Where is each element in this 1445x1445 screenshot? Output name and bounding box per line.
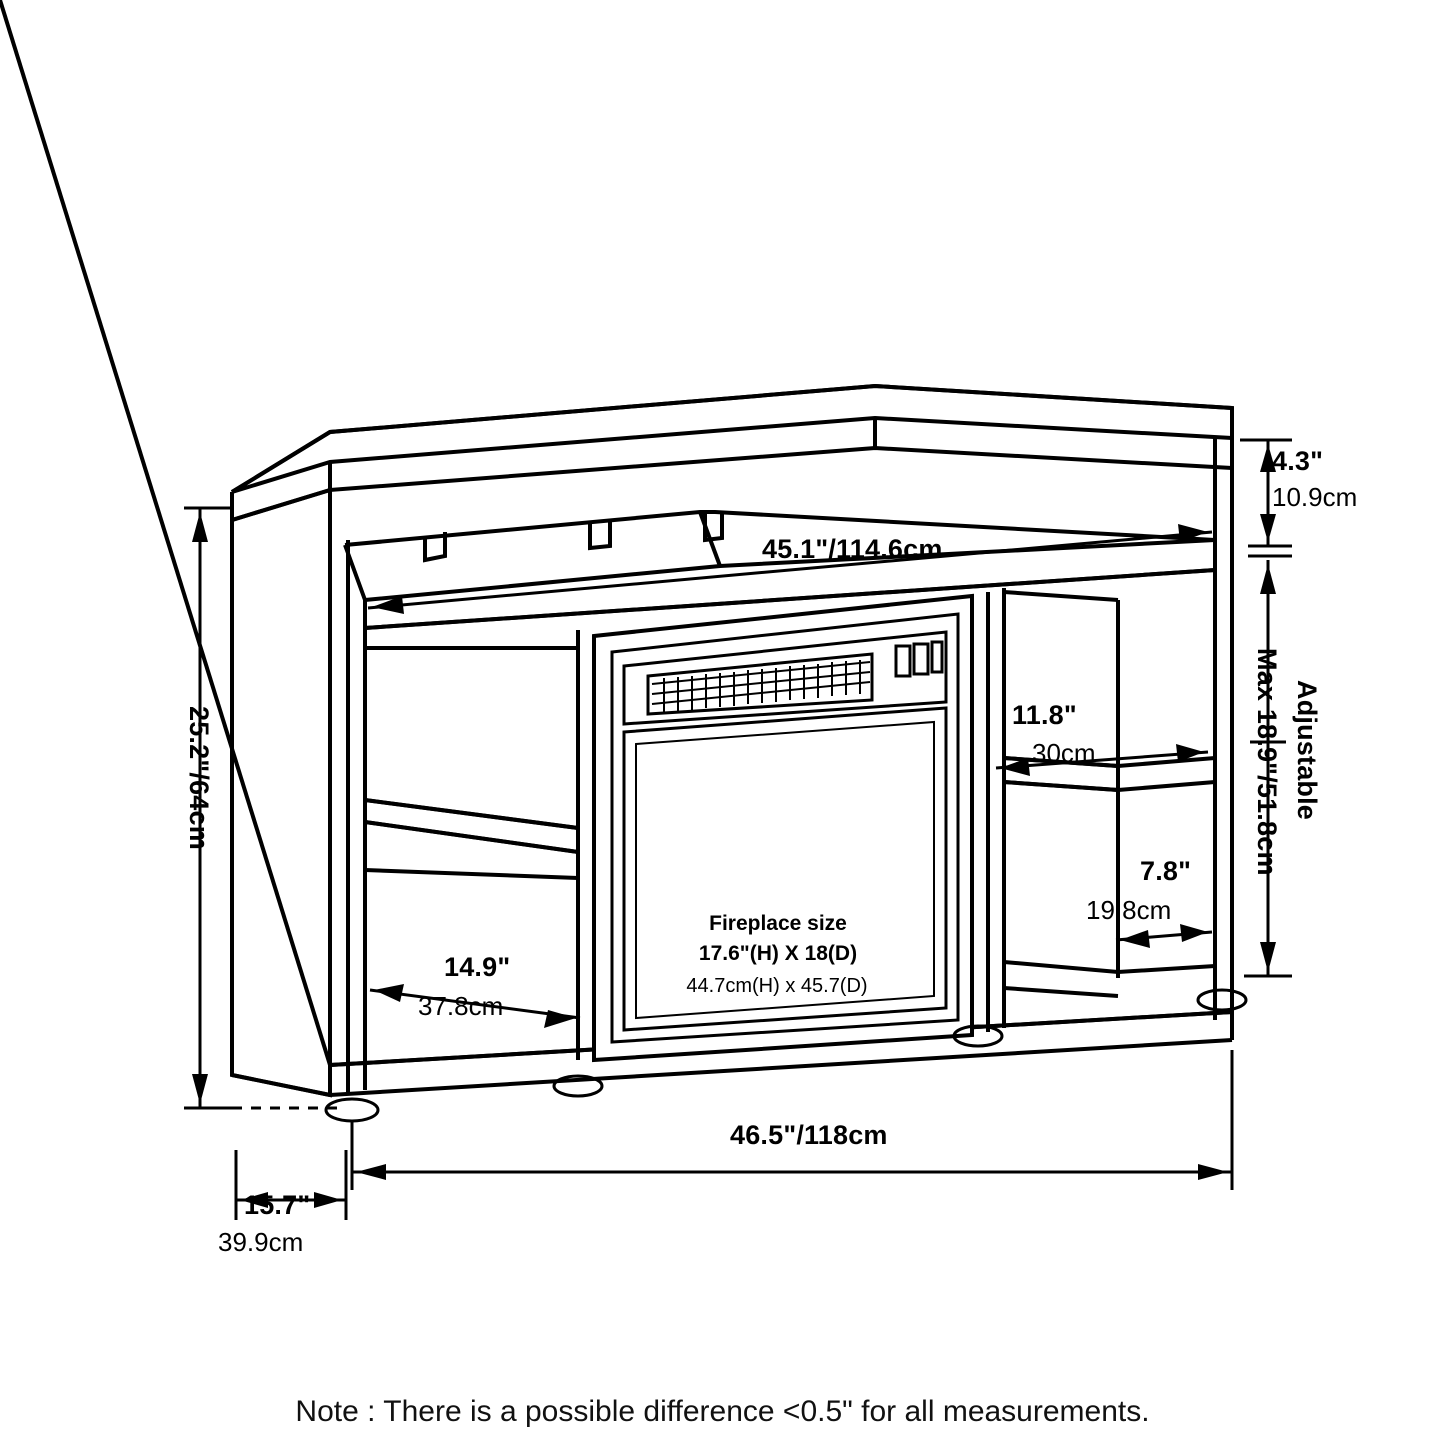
fireplace-size-metric: 44.7cm(H) x 45.7(D)	[686, 975, 868, 997]
right-compartment	[988, 588, 1215, 1032]
fireplace-size-imperial: 17.6"(H) X 18(D)	[698, 942, 858, 965]
dim-top-shelf-height-inch: 4.3"	[1272, 446, 1324, 476]
dim-overall-height: 25.2"/64cm	[184, 706, 214, 850]
dim-adjustable-label: Adjustable	[1292, 680, 1322, 821]
dim-adjustable-max: Max 18.9"/51.8cm	[1252, 648, 1282, 876]
dim-overall-depth-cm: 39.9cm	[218, 1227, 304, 1257]
dim-overall-width: 46.5"/118cm	[730, 1120, 888, 1150]
dim-left-compartment-width-cm: 37.8cm	[418, 991, 504, 1021]
measurement-note: Note : There is a possible difference <0.5" for all measurements.	[295, 1395, 1150, 1428]
dim-right-lower-width-inch: 7.8"	[1140, 856, 1192, 886]
dim-right-compartment-width-inch: 11.8"	[1012, 700, 1077, 730]
dim-overall-depth-inch: 15.7"	[244, 1190, 311, 1220]
top-panel	[232, 386, 1232, 520]
dim-top-shelf-width: 45.1"/114.6cm	[762, 534, 943, 564]
dim-top-shelf-height-cm: 10.9cm	[1272, 482, 1358, 512]
fireplace-size-title: Fireplace size	[709, 912, 847, 935]
dim-left-compartment-width-inch: 14.9"	[444, 952, 511, 982]
dim-right-lower-width-cm: 19.8cm	[1086, 895, 1172, 925]
dim-right-compartment-width-cm: 30cm	[1032, 738, 1096, 768]
